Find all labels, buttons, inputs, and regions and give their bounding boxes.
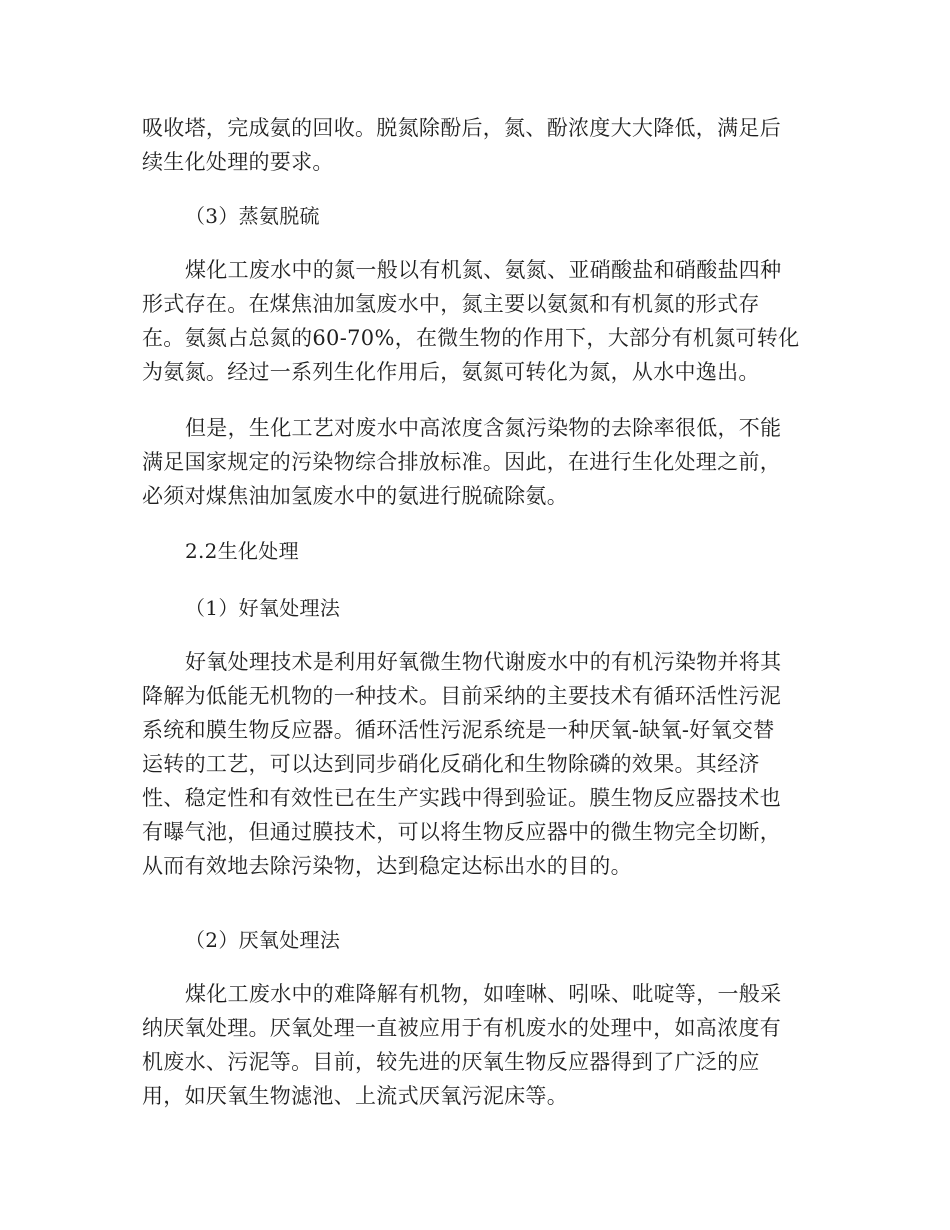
- section-heading-biochemical-treatment: 2.2生化处理: [185, 539, 299, 563]
- paragraph-line: 煤化工废水中的氮一般以有机氮、氨氮、亚硝酸盐和硝酸盐四种: [185, 258, 782, 282]
- paragraph-line: 运转的工艺，可以达到同步硝化反硝化和生物除磷的效果。其经济: [142, 752, 760, 776]
- paragraph-line: 煤化工废水中的难降解有机物，如喹啉、吲哚、吡啶等，一般采: [185, 982, 782, 1006]
- paragraph-line: 满足国家规定的污染物综合排放标准。因此，在进行生化处理之前，: [142, 450, 781, 474]
- paragraph-line: 系统和膜生物反应器。循环活性污泥系统是一种厌氧-缺氧-好氧交替: [142, 718, 775, 742]
- paragraph-line: 降解为低能无机物的一种技术。目前采纳的主要技术有循环活性污泥: [142, 684, 781, 708]
- section-heading-aerobic-method: （1）好氧处理法: [185, 596, 341, 620]
- paragraph-line: 但是，生化工艺对废水中高浓度含氮污染物的去除率很低，不能: [185, 416, 782, 440]
- section-heading-ammonia-desulfurization: （3）蒸氨脱硫: [185, 204, 320, 228]
- paragraph-line: 性、稳定性和有效性已在生产实践中得到验证。膜生物反应器技术也: [142, 786, 781, 810]
- paragraph-line: 纳厌氧处理。厌氧处理一直被应用于有机废水的处理中，如高浓度有: [142, 1016, 781, 1040]
- paragraph-line: 从而有效地去除污染物，达到稳定达标出水的目的。: [142, 854, 632, 878]
- paragraph-line: 续生化处理的要求。: [142, 150, 334, 174]
- paragraph-line: 必须对煤焦油加氢废水中的氨进行脱硫除氨。: [142, 484, 568, 508]
- paragraph-line: 吸收塔，完成氨的回收。脱氮除酚后，氮、酚浓度大大降低，满足后: [142, 116, 781, 140]
- paragraph-line: 形式存在。在煤焦油加氢废水中，氮主要以氨氮和有机氮的形式存: [142, 292, 760, 316]
- section-heading-anaerobic-method: （2）厌氧处理法: [185, 928, 341, 952]
- paragraph-line: 在。氨氮占总氮的60-70%，在微生物的作用下，大部分有机氮可转化: [142, 326, 800, 350]
- paragraph-line: 机废水、污泥等。目前，较先进的厌氧生物反应器得到了广泛的应: [142, 1050, 760, 1074]
- paragraph-line: 好氧处理技术是利用好氧微生物代谢废水中的有机污染物并将其: [185, 650, 782, 674]
- paragraph-line: 用，如厌氧生物滤池、上流式厌氧污泥床等。: [142, 1084, 568, 1108]
- paragraph-line: 有曝气池，但通过膜技术，可以将生物反应器中的微生物完全切断，: [142, 820, 781, 844]
- paragraph-line: 为氨氮。经过一系列生化作用后，氨氮可转化为氮，从水中逸出。: [142, 360, 760, 384]
